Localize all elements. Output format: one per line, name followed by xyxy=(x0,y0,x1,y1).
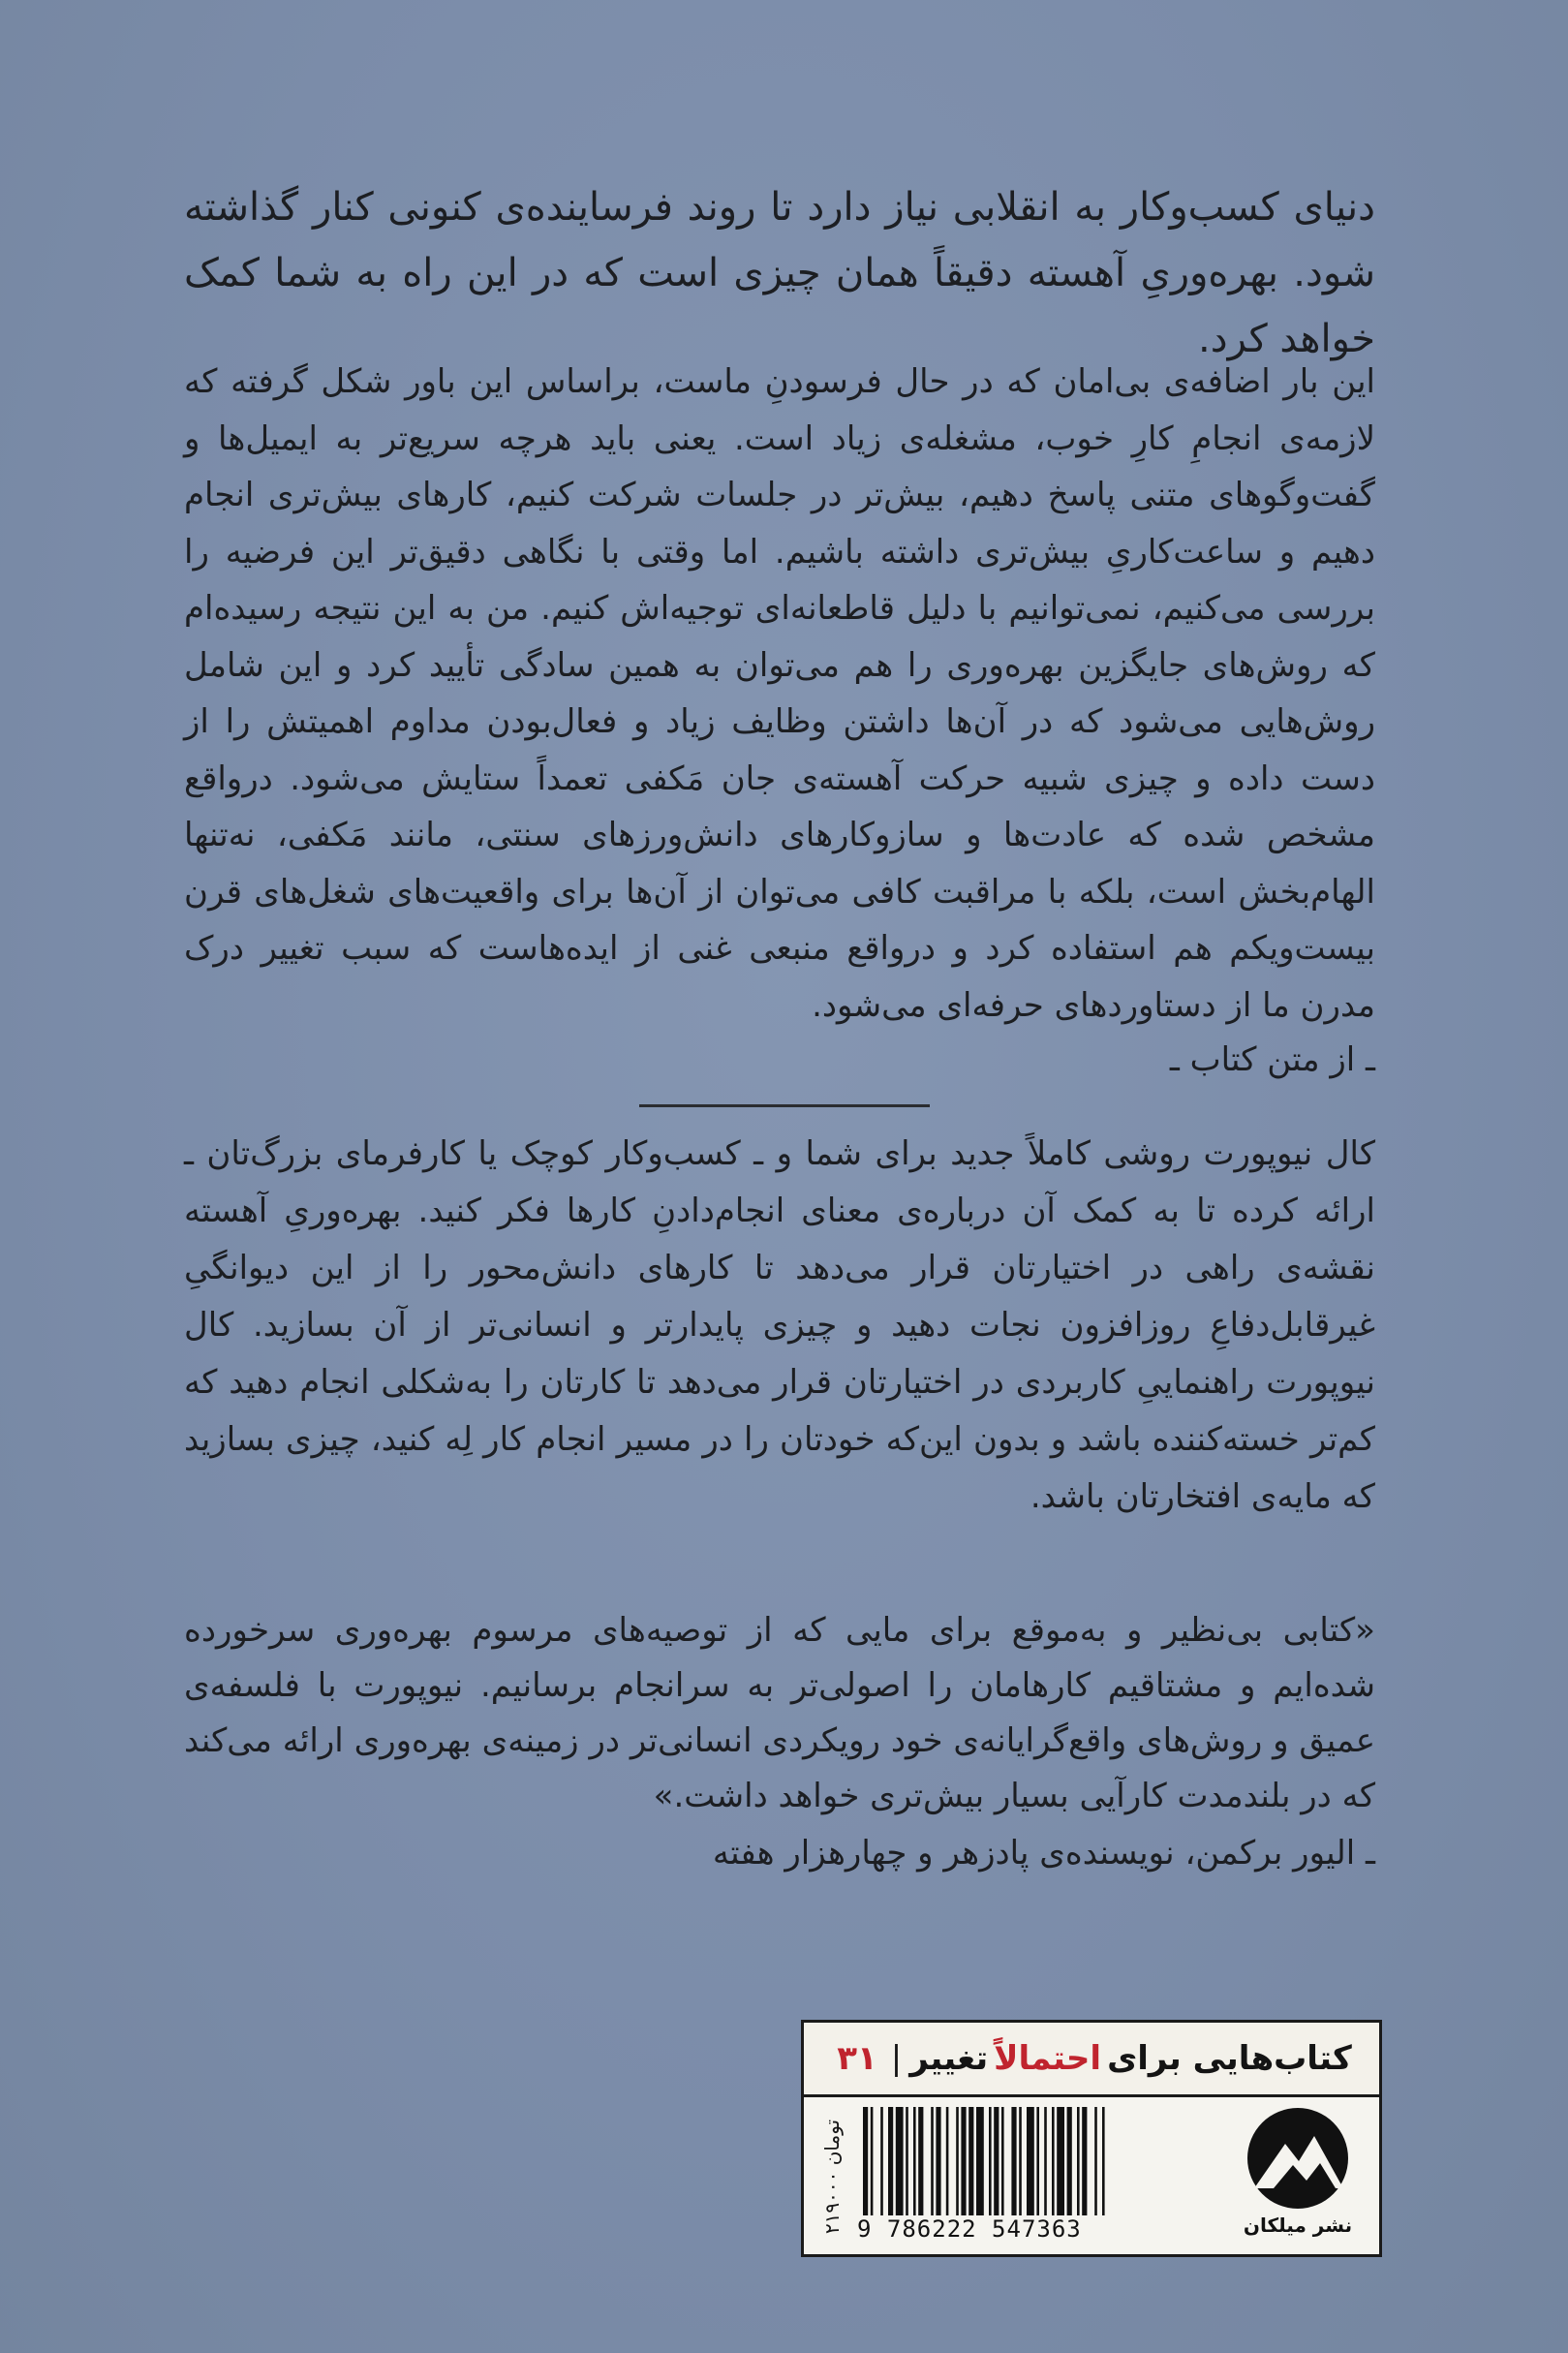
barcode-bar xyxy=(1052,2107,1055,2215)
barcode-bar xyxy=(1011,2107,1016,2215)
isbn-digits: 9 786222 547363 xyxy=(857,2215,1082,2243)
barcode-panel xyxy=(801,2097,1382,2257)
publisher-mountain-logo-icon xyxy=(1235,2105,1361,2212)
barcode-bar xyxy=(936,2107,940,2215)
barcode-bar xyxy=(968,2107,973,2215)
series-number: ۳۱ xyxy=(837,2039,877,2078)
barcode-bar xyxy=(1027,2107,1034,2215)
testimonial-quote: «کتابی بی‌نظیر و به‌موقع برای مایی که از توصیه‌های مرسوم بهره‌وری سرخورده شده‌ایم و مشتاقیم کارهامان را اصولی‌تر به سرانجام برسانیم. نیوپورت با فلسفه‌ی عمیق و روش‌های واقع‌گرایانه‌ی خود رویکردی انسانی‌تر در زمینه‌ی بهره‌وری ارائه می‌کند که در بلندمدت کارآیی بسیار بیش‌تری خواهد داشت.» xyxy=(184,1611,1375,1815)
barcode-bar xyxy=(863,2107,868,2215)
series-prefix: کتاب‌هایی برای xyxy=(1107,2039,1352,2078)
excerpt-paragraph: این بار اضافه‌ی بی‌امان که در حال فرسودنِ ماست، براساس این باور شکل گرفته که لازمه‌ی انجامِ کارِ خوب، مشغله‌ی زیاد است. یعنی باید هرچه سریع‌تر به ایمیل‌ها و گفت‌وگوهای متنی پاسخ دهیم، بیش‌تر در جلسات شرکت کنیم، کارهای بیش‌تری انجام دهیم و ساعت‌کاریِ بیش‌تری داشته باشیم. اما وقتی با نگاهی دقیق‌تر این فرضیه را بررسی می‌کنیم، نمی‌توانیم با دلیل قاطعانه‌ای توجیه‌اش کنیم. من به این نتیجه رسیده‌ام که روش‌های جایگزین بهره‌وری را هم می‌توان به همین سادگی تأیید کرد و این شامل روش‌هایی می‌شود که در آن‌ها داشتن وظایف زیاد و فعال‌بودن مداوم اهمیتش را از دست داده و چیزی شبیه حرکت آهسته‌ی جان مَکفی تعمداً ستایش می‌شود. درواقع مشخص شده که عادت‌ها و سازوکارهای دانش‌ورزهای سنتی، مانند مَکفی، نه‌تنها الهام‌بخش است، بلکه با مراقبت کافی می‌توان از آن‌ها برای واقعیت‌های شغل‌های قرن بیست‌ویکم هم استفاده کرد و درواقع منبعی غنی از ایده‌هاست که سبب تغییر درک مدرن ما از دستاوردهای حرفه‌ای می‌شود. xyxy=(184,362,1375,1025)
barcode-bar xyxy=(1036,2107,1039,2215)
barcode-bar xyxy=(896,2107,904,2215)
isbn-barcode xyxy=(857,2107,1215,2215)
barcode-bar xyxy=(989,2107,992,2215)
barcode-bar xyxy=(1077,2107,1080,2215)
series-separator: | xyxy=(890,2039,903,2078)
price-text: ۲۱۹۰۰۰ تومان xyxy=(820,2119,844,2235)
barcode-bar xyxy=(946,2107,949,2215)
barcode-bar xyxy=(906,2107,908,2215)
excerpt-source: ـ از متن کتاب ـ xyxy=(1169,1040,1375,1079)
headline-paragraph: دنیای کسب‌وکار به انقلابی نیاز دارد تا روند فرساینده‌ی کنونی کنار گذاشته شود. بهره‌وریِ آهسته دقیقاً همان چیزی است که در این راه به شما کمک خواهد کرد. xyxy=(184,185,1375,361)
barcode-bar xyxy=(880,2107,883,2215)
about-paragraph: کال نیوپورت روشی کاملاً جدید برای شما و ـ کسب‌وکار کوچک یا کارفرمای بزرگ‌تان ـ ارائه کرده تا به کمک آن درباره‌ی معنای انجام‌دادنِ کارها فکر کنید. بهره‌وریِ آهسته نقشه‌ی راهی در اختیارتان قرار می‌دهد تا کارهای دانش‌محور را از این دیوانگیِ غیرقابل‌دفاعِ روزافزون نجات دهید و چیزی پایدارتر و انسانی‌تر از آن بسازید. کال نیوپورت راهنماییِ کاربردی در اختیارتان قرار می‌دهد تا کارتان را به‌شکلی انجام دهید که کم‌تر خسته‌کننده باشد و بدون این‌که خودتان را در مسیر انجام کار لِه کنید، چیزی بسازید که مایه‌ی افتخارتان باشد. xyxy=(184,1134,1375,1516)
section-divider xyxy=(639,1104,930,1107)
barcode-bar xyxy=(1019,2107,1022,2215)
barcode-bar xyxy=(1102,2107,1105,2215)
price-label xyxy=(812,2105,852,2248)
barcode-bar xyxy=(976,2107,984,2215)
barcode-bar xyxy=(994,2107,999,2215)
barcode-bar xyxy=(931,2107,934,2215)
barcode-bar xyxy=(1044,2107,1047,2215)
series-highlight: احتمالاً xyxy=(994,2039,1102,2078)
barcode-bar xyxy=(1094,2107,1097,2215)
barcode-bar xyxy=(1082,2107,1087,2215)
barcode-bar xyxy=(913,2107,916,2215)
testimonial-attribution: ـ الیور برکمن، نویسنده‌ی پادزهر و چهارهزار هفته xyxy=(712,1834,1375,1873)
barcode-bar xyxy=(1067,2107,1072,2215)
barcode-bar xyxy=(918,2107,923,2215)
barcode-bar xyxy=(871,2107,874,2215)
series-banner xyxy=(801,2020,1382,2097)
publisher-logo-block xyxy=(1220,2105,1375,2250)
barcode-bar xyxy=(888,2107,893,2215)
series-suffix: تغییر xyxy=(909,2039,989,2078)
barcode-bar xyxy=(1057,2107,1064,2215)
barcode-bar xyxy=(961,2107,966,2215)
barcode-bar xyxy=(956,2107,959,2215)
barcode-bar xyxy=(1001,2107,1004,2215)
publisher-name: نشر میلکان xyxy=(1243,2214,1353,2237)
